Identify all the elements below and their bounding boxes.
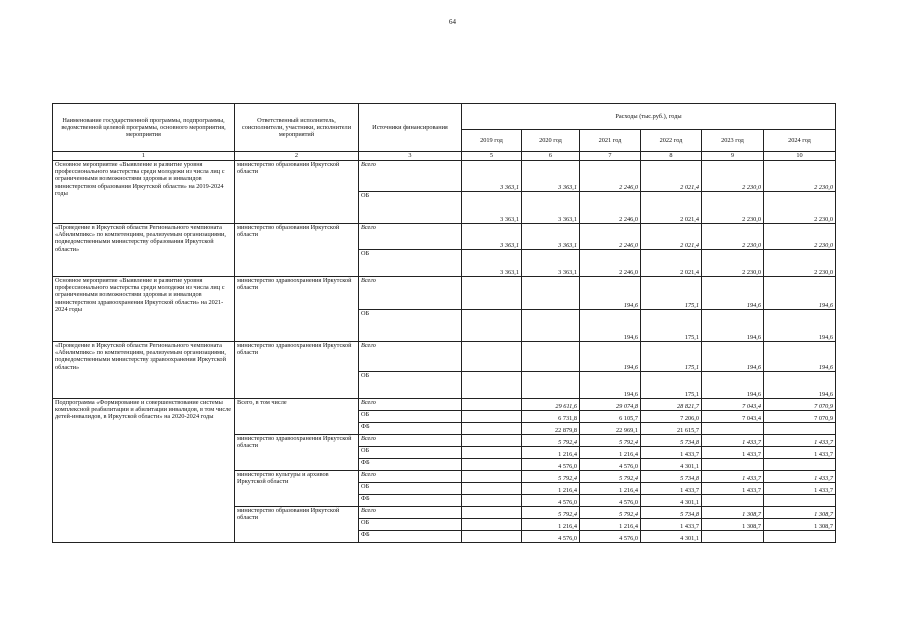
value-cell: [522, 310, 580, 342]
value-cell: [462, 399, 522, 411]
value-cell: 4 301,1: [641, 495, 702, 507]
value-cell: 3 363,1: [522, 161, 580, 192]
value-cell: 2 230,0: [764, 250, 836, 277]
header-year: 2024 год: [764, 130, 836, 152]
table-row: [53, 161, 836, 192]
value-cell: 5 734,8: [641, 471, 702, 483]
value-cell: 4 576,0: [522, 495, 580, 507]
value-cell: [462, 372, 522, 399]
header-year: 2023 год: [702, 130, 764, 152]
header-name: Наименование государственной программы, подпрограммы, ведомственной целевой программы, основного мероприятия, мероприятия: [53, 104, 235, 152]
value-cell: [462, 411, 522, 423]
value-cell: 1 433,7: [702, 471, 764, 483]
value-cell: 21 615,7: [641, 423, 702, 435]
source-cell: ОБ: [359, 192, 462, 224]
value-cell: 3 363,1: [462, 224, 522, 250]
column-number: 6: [522, 152, 580, 161]
source-cell: Всего: [359, 277, 462, 310]
value-cell: [764, 459, 836, 471]
value-cell: [462, 483, 522, 495]
header-year: 2019 год: [462, 130, 522, 152]
value-cell: [764, 495, 836, 507]
column-number: 1: [53, 152, 235, 161]
value-cell: 1 433,7: [641, 519, 702, 531]
value-cell: 28 821,7: [641, 399, 702, 411]
value-cell: [462, 507, 522, 519]
value-cell: 1 308,7: [702, 519, 764, 531]
value-cell: 5 792,4: [580, 471, 641, 483]
table-row: [53, 277, 836, 310]
value-cell: 4 301,1: [641, 459, 702, 471]
value-cell: 2 230,0: [764, 224, 836, 250]
value-cell: 5 792,4: [522, 507, 580, 519]
value-cell: 3 363,1: [462, 250, 522, 277]
executor-cell: министерство образования Иркутской области: [235, 224, 359, 277]
value-cell: [462, 531, 522, 543]
value-cell: 5 792,4: [522, 471, 580, 483]
value-cell: 22 879,8: [522, 423, 580, 435]
source-cell: Всего: [359, 471, 462, 483]
value-cell: [702, 531, 764, 543]
value-cell: 4 576,0: [580, 495, 641, 507]
value-cell: 1 216,4: [580, 483, 641, 495]
value-cell: 194,6: [702, 310, 764, 342]
value-cell: 1 216,4: [580, 447, 641, 459]
value-cell: 3 363,1: [522, 192, 580, 224]
source-cell: ФБ: [359, 459, 462, 471]
value-cell: 2 230,0: [702, 250, 764, 277]
value-cell: 1 216,4: [522, 447, 580, 459]
value-cell: 194,6: [702, 277, 764, 310]
value-cell: [462, 435, 522, 447]
column-number: 5: [462, 152, 522, 161]
source-cell: ОБ: [359, 372, 462, 399]
value-cell: [702, 423, 764, 435]
value-cell: [462, 342, 522, 372]
value-cell: 6 105,7: [580, 411, 641, 423]
value-cell: 2 246,0: [580, 250, 641, 277]
executor-cell: министерство образования Иркутской области: [235, 161, 359, 224]
source-cell: Всего: [359, 224, 462, 250]
source-cell: ОБ: [359, 519, 462, 531]
value-cell: 2 230,0: [702, 192, 764, 224]
executor-cell: министерство культуры и архивов Иркутской области: [235, 471, 359, 507]
value-cell: 194,6: [764, 372, 836, 399]
subprogram-name: Подпрограмма «Формирование и совершенствование системы комплексной реабилитации и абилитации инвалидов, в том числе детей-инвалидов, в Иркутской области» на 2020-2024 годы: [53, 399, 235, 543]
column-number: 10: [764, 152, 836, 161]
value-cell: 29 074,8: [580, 399, 641, 411]
measure-name: «Проведение в Иркутской области Регионального чемпионата «Абилимпикс» по компетенциям, реализуемым организациями, подведомственными министерству образования Иркутской области»: [53, 224, 235, 277]
value-cell: 5 792,4: [580, 435, 641, 447]
value-cell: 4 301,1: [641, 531, 702, 543]
value-cell: 5 734,8: [641, 507, 702, 519]
value-cell: 2 021,4: [641, 192, 702, 224]
column-number: 7: [580, 152, 641, 161]
column-number: 9: [702, 152, 764, 161]
value-cell: 194,6: [702, 372, 764, 399]
value-cell: 7 070,9: [764, 411, 836, 423]
value-cell: 194,6: [764, 342, 836, 372]
value-cell: 4 576,0: [522, 459, 580, 471]
value-cell: [462, 471, 522, 483]
value-cell: 2 021,4: [641, 161, 702, 192]
value-cell: [462, 495, 522, 507]
value-cell: 1 308,7: [764, 519, 836, 531]
value-cell: 29 611,6: [522, 399, 580, 411]
value-cell: 1 433,7: [702, 447, 764, 459]
value-cell: [462, 447, 522, 459]
column-number: 8: [641, 152, 702, 161]
value-cell: 175,1: [641, 342, 702, 372]
value-cell: 194,6: [580, 310, 641, 342]
source-cell: Всего: [359, 342, 462, 372]
value-cell: 5 734,8: [641, 435, 702, 447]
value-cell: 5 792,4: [580, 507, 641, 519]
source-cell: ФБ: [359, 423, 462, 435]
value-cell: 1 216,4: [522, 519, 580, 531]
value-cell: [702, 459, 764, 471]
source-cell: ОБ: [359, 310, 462, 342]
value-cell: 2 230,0: [702, 224, 764, 250]
value-cell: 194,6: [764, 277, 836, 310]
value-cell: 175,1: [641, 277, 702, 310]
value-cell: 2 230,0: [764, 192, 836, 224]
value-cell: 6 731,8: [522, 411, 580, 423]
value-cell: 3 363,1: [462, 192, 522, 224]
source-cell: ОБ: [359, 483, 462, 495]
header-executor: Ответственный исполнитель, соисполнители, участники, исполнители мероприятий: [235, 104, 359, 152]
value-cell: [702, 495, 764, 507]
source-cell: ОБ: [359, 250, 462, 277]
source-cell: ОБ: [359, 411, 462, 423]
value-cell: 1 433,7: [702, 435, 764, 447]
value-cell: 1 308,7: [702, 507, 764, 519]
value-cell: 22 969,1: [580, 423, 641, 435]
header-year: 2021 год: [580, 130, 641, 152]
value-cell: 194,6: [702, 342, 764, 372]
header-year: 2020 год: [522, 130, 580, 152]
column-number: 2: [235, 152, 359, 161]
value-cell: [522, 277, 580, 310]
value-cell: 194,6: [580, 342, 641, 372]
value-cell: 1 433,7: [764, 435, 836, 447]
value-cell: 4 576,0: [580, 531, 641, 543]
value-cell: 2 021,4: [641, 224, 702, 250]
value-cell: 1 433,7: [641, 447, 702, 459]
value-cell: 1 433,7: [764, 483, 836, 495]
budget-table-body: [53, 161, 836, 543]
column-number: 3: [359, 152, 462, 161]
value-cell: 175,1: [641, 372, 702, 399]
value-cell: 2 230,0: [702, 161, 764, 192]
value-cell: 4 576,0: [580, 459, 641, 471]
header-year: 2022 год: [641, 130, 702, 152]
value-cell: 3 363,1: [522, 250, 580, 277]
table-row: [53, 342, 836, 372]
value-cell: 3 363,1: [522, 224, 580, 250]
value-cell: 194,6: [580, 372, 641, 399]
value-cell: 2 021,4: [641, 250, 702, 277]
value-cell: 7 070,9: [764, 399, 836, 411]
value-cell: 7 043,4: [702, 411, 764, 423]
value-cell: 1 433,7: [764, 447, 836, 459]
value-cell: 1 216,4: [522, 483, 580, 495]
header-source: Источники финансирования: [359, 104, 462, 152]
source-cell: ФБ: [359, 531, 462, 543]
measure-name: Основное мероприятие «Выявление и развитие уровня профессионального мастерства среди молодежи из числа лиц с ограниченными возможностями здоровья и инвалидов министерством образования Иркутской области» на 2019-2024 годы: [53, 161, 235, 224]
source-cell: Всего: [359, 507, 462, 519]
source-cell: Всего: [359, 161, 462, 192]
value-cell: 7 206,0: [641, 411, 702, 423]
value-cell: [764, 423, 836, 435]
value-cell: 2 230,0: [764, 161, 836, 192]
value-cell: 1 216,4: [580, 519, 641, 531]
value-cell: 1 433,7: [641, 483, 702, 495]
value-cell: [522, 372, 580, 399]
value-cell: [462, 519, 522, 531]
budget-table: [52, 103, 836, 543]
value-cell: 1 433,7: [764, 471, 836, 483]
table-row: [53, 399, 836, 411]
table-row: [53, 224, 836, 250]
executor-cell: министерство здравоохранения Иркутской области: [235, 277, 359, 342]
source-cell: ФБ: [359, 495, 462, 507]
executor-cell: министерство здравоохранения Иркутской области: [235, 342, 359, 399]
value-cell: 5 792,4: [522, 435, 580, 447]
executor-cell: министерство здравоохранения Иркутской области: [235, 435, 359, 471]
value-cell: 2 246,0: [580, 224, 641, 250]
executor-cell: министерство образования Иркутской области: [235, 507, 359, 543]
source-cell: Всего: [359, 399, 462, 411]
measure-name: Основное мероприятие «Выявление и развитие уровня профессионального мастерства среди молодежи из числа лиц с ограниченными возможностями здоровья и инвалидов министерством здравоохранения Иркутской области» на 2021-2024 годы: [53, 277, 235, 342]
measure-name: «Проведение в Иркутской области Регионального чемпионата «Абилимпикс» по компетенциям, реализуемым организациями, подведомственными министерству здравоохранения Иркутской области»: [53, 342, 235, 399]
column-number-row: [53, 152, 836, 161]
value-cell: 194,6: [764, 310, 836, 342]
value-cell: [462, 423, 522, 435]
value-cell: 4 576,0: [522, 531, 580, 543]
source-cell: ОБ: [359, 447, 462, 459]
value-cell: [462, 310, 522, 342]
header-expenses: Расходы (тыс.руб.), годы: [462, 104, 836, 130]
page-number: 64: [449, 18, 456, 26]
value-cell: [522, 342, 580, 372]
value-cell: 3 363,1: [462, 161, 522, 192]
value-cell: 2 246,0: [580, 192, 641, 224]
value-cell: 1 433,7: [702, 483, 764, 495]
value-cell: [764, 531, 836, 543]
value-cell: [462, 459, 522, 471]
executor-cell: Всего, в том числе: [235, 399, 359, 435]
value-cell: [462, 277, 522, 310]
source-cell: Всего: [359, 435, 462, 447]
value-cell: 175,1: [641, 310, 702, 342]
value-cell: 2 246,0: [580, 161, 641, 192]
value-cell: 1 308,7: [764, 507, 836, 519]
value-cell: 7 043,4: [702, 399, 764, 411]
value-cell: 194,6: [580, 277, 641, 310]
